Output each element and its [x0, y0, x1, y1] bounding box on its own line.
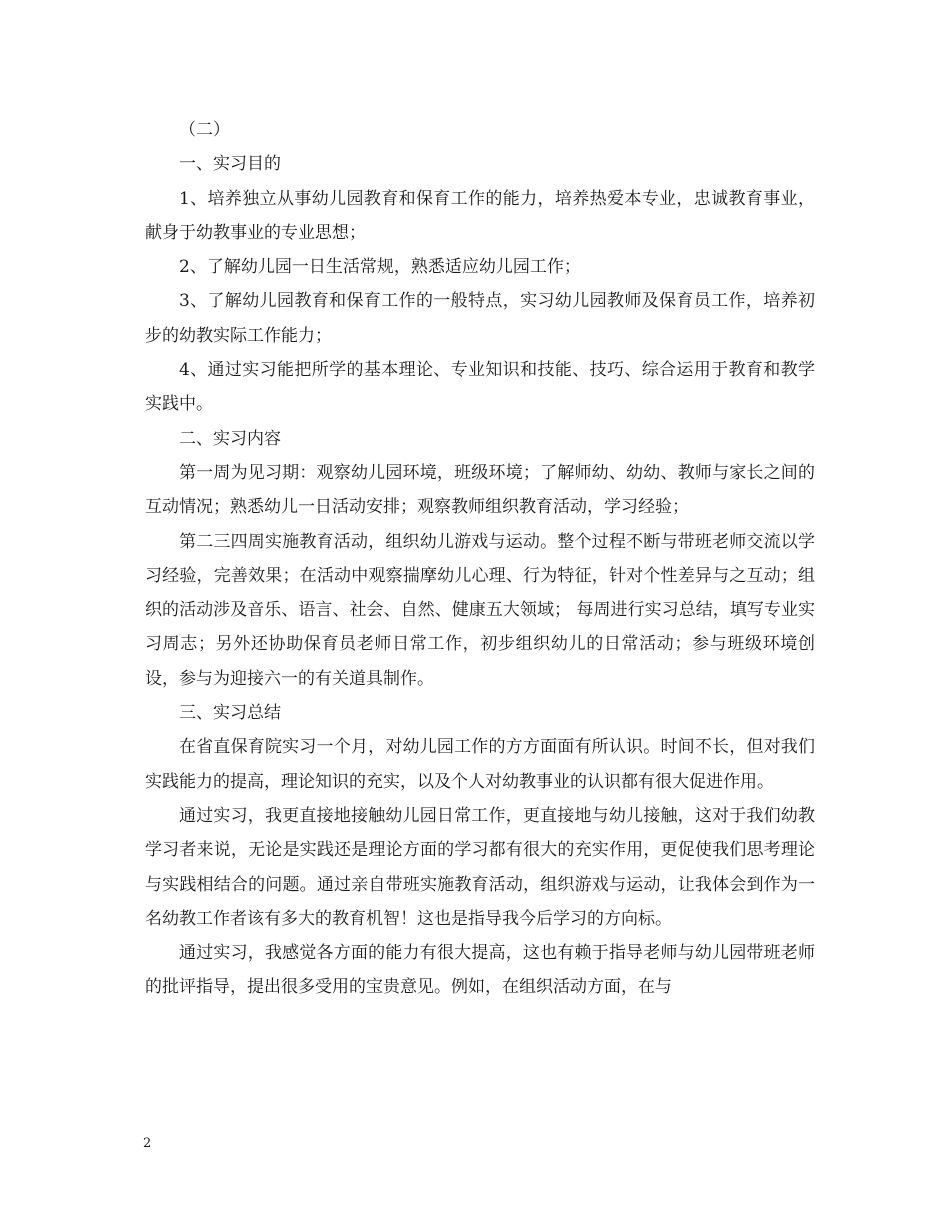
paragraph-purpose-1: 1、培养独立从事幼儿园教育和保育工作的能力，培养热爱本专业，忠诚教育事业，献身于幼教事业的专业思想；: [145, 188, 815, 243]
paragraph-content-weeks2-4: 第二三四周实施教育活动，组织幼儿游戏与运动。整个过程不断与带班老师交流以学习经验，完善效果；在活动中观察揣摩幼儿心理、行为特征，针对个性差异与之互动；组织的活动涉及音乐、语言、社会、自然、健康五大领域； 每周进行实习总结，填写专业实习周志；另外还协助保育员老师日常工作，初步组织幼儿的日常活动；参与班级环境创设，参与为迎接六一的有关道具制作。: [145, 531, 815, 689]
paragraph-content-week1: 第一周为见习期：观察幼儿园环境，班级环境；了解师幼、幼幼、教师与家长之间的互动情况；熟悉幼儿一日活动安排；观察教师组织教育活动，学习经验；: [145, 462, 815, 518]
section-subtitle: （二）: [179, 120, 230, 140]
heading-internship-purpose: 一、实习目的: [179, 154, 281, 175]
paragraph-purpose-4: 4、通过实习能把所学的基本理论、专业知识和技能、技巧、综合运用于教育和教学实践中。: [145, 360, 815, 415]
heading-internship-content: 二、实习内容: [179, 428, 281, 449]
paragraph-purpose-3: 3、了解幼儿园教育和保育工作的一般特点，实习幼儿园教师及保育员工作，培养初步的幼教实际工作能力；: [145, 291, 815, 346]
paragraph-summary-1: 在省直保育院实习一个月，对幼儿园工作的方方面面有所认识。时间不长，但对我们实践能力的提高，理论知识的充实，以及个人对幼教事业的认识都有很大促进作用。: [145, 737, 815, 792]
paragraph-summary-3: 通过实习，我感觉各方面的能力有很大提高，这也有赖于指导老师与幼儿园带班老师的批评指导，提出很多受用的宝贵意见。例如，在组织活动方面，在与: [145, 943, 815, 998]
paragraph-purpose-2: 2、了解幼儿园一日生活常规，熟悉适应幼儿园工作；: [179, 257, 581, 278]
heading-internship-summary: 三、实习总结: [179, 703, 281, 724]
page-number: 2: [143, 1136, 152, 1151]
paragraph-summary-2: 通过实习，我更直接地接触幼儿园日常工作，更直接地与幼儿接触，这对于我们幼教学习者来说，无论是实践还是理论方面的学习都有很大的充实作用，更促使我们思考理论与实践相结合的问题。通过亲自带班实施教育活动，组织游戏与运动，让我体会到作为一名幼教工作者该有多大的教育机智！这也是指导我今后学习的方向标。: [145, 805, 815, 929]
document-body: [145, 113, 815, 1005]
